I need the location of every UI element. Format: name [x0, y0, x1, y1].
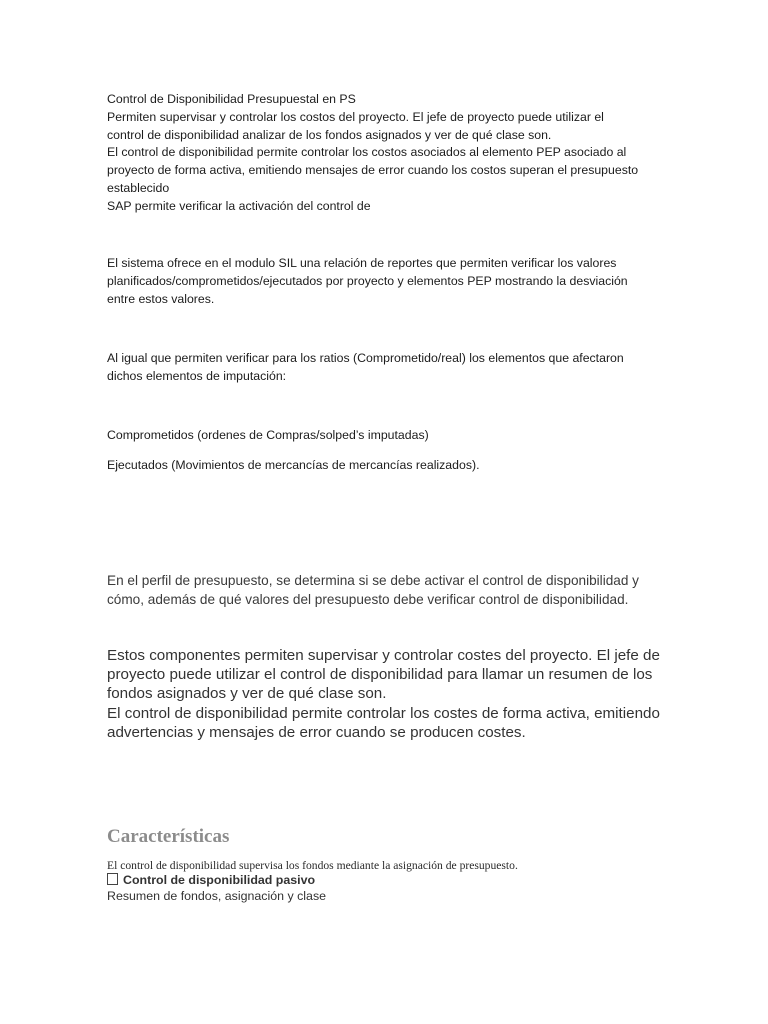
item-ejecutados	[107, 457, 667, 475]
text-line: cómo, además de qué valores del presupuesto debe verificar control de disponibilidad.	[107, 592, 629, 607]
bullet-item	[107, 873, 315, 887]
text-line: Al igual que permiten verificar para los ratios (Comprometido/real) los elementos que afectaron	[107, 351, 624, 365]
item-comprometidos	[107, 427, 667, 445]
text-line: proyecto puede utilizar el control de disponibilidad para llamar un resumen de los	[107, 666, 653, 684]
text-line: planificados/comprometidos/ejecutados por proyecto y elementos PEP mostrando la desviación	[107, 273, 628, 288]
text-line: establecido	[107, 180, 170, 195]
budget-profile-paragraph	[107, 571, 667, 609]
doc-title: Control de Disponibilidad Presupuestal en PS	[107, 92, 356, 106]
text-line: Comprometidos (ordenes de Compras/solped’s imputadas)	[107, 428, 429, 442]
text-line: SAP permite verificar la activación del control de	[107, 198, 371, 213]
text-line: El control de disponibilidad permite controlar los costes de forma activa, emitiendo	[107, 704, 660, 722]
text-line: El sistema ofrece en el modulo SIL una relación de reportes que permiten verificar los valores	[107, 256, 617, 270]
text-line: Ejecutados (Movimientos de mercancías de mercancías realizados).	[107, 458, 480, 472]
section-heading: Características	[107, 826, 230, 847]
bullet-label: Control de disponibilidad pasivo	[123, 873, 316, 887]
text-line: advertencias y mensajes de error cuando se producen costes.	[107, 723, 526, 741]
text-line: El control de disponibilidad permite controlar los costos asociados al elemento PEP asociado al	[107, 145, 627, 160]
text-line: entre estos valores.	[107, 291, 215, 306]
bullet-box-icon	[107, 873, 118, 885]
text-line: fondos asignados y ver de qué clase son.	[107, 685, 387, 703]
text-line: Estos componentes permiten supervisar y controlar costes del proyecto. El jefe de	[107, 647, 660, 664]
text-line: proyecto de forma activa, emitiendo mensajes de error cuando los costos superan el presupuesto	[107, 163, 639, 178]
ratios-paragraph	[107, 350, 667, 386]
text-line: control de disponibilidad analizar de los fondos asignados y ver de qué clase son.	[107, 127, 552, 142]
reports-paragraph	[107, 255, 667, 308]
text-line: En el perfil de presupuesto, se determina si se debe activar el control de disponibilidad y	[107, 573, 639, 588]
text-line: dichos elementos de imputación:	[107, 368, 287, 383]
text-line: Permiten supervisar y controlar los costos del proyecto. El jefe de proyecto puede utilizar el	[107, 109, 604, 124]
text-line: El control de disponibilidad supervisa los fondos mediante la asignación de presupuesto.	[107, 859, 518, 872]
text-line: Resumen de fondos, asignación y clase	[107, 889, 327, 903]
intro-block	[107, 91, 667, 216]
components-paragraph	[107, 646, 667, 742]
